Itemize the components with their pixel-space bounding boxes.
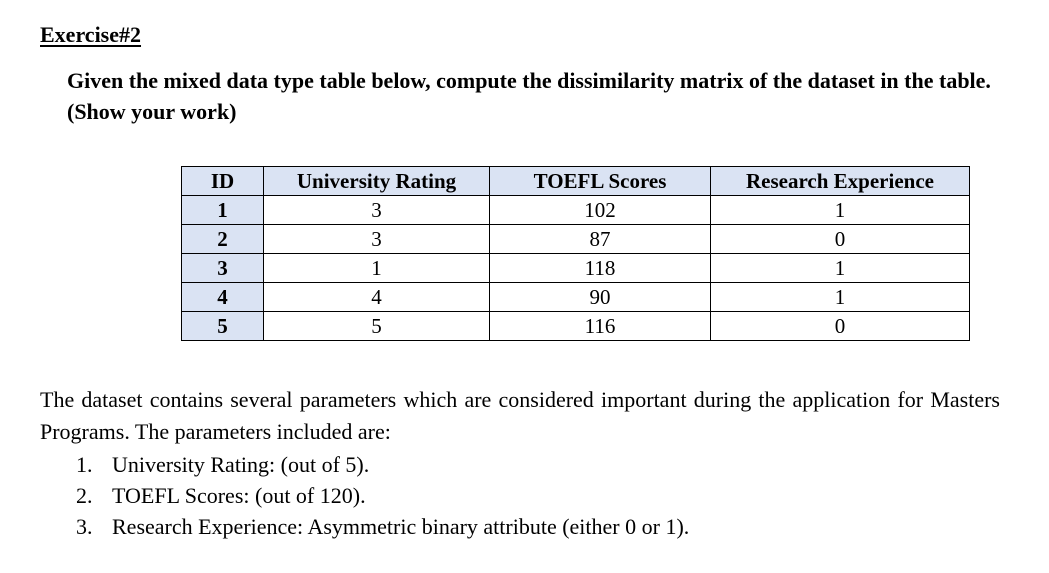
table-header-row [182,167,970,196]
table-row [182,283,970,312]
toefl-score-cell: 102 [490,196,711,225]
university-rating-cell: 3 [264,196,490,225]
list-item [76,511,689,542]
row-id-cell: 3 [182,254,264,283]
parameter-list [76,449,689,542]
research-experience-cell: 1 [711,254,970,283]
table-row [182,254,970,283]
university-rating-cell: 1 [264,254,490,283]
research-experience-cell: 0 [711,312,970,341]
university-rating-cell: 5 [264,312,490,341]
toefl-score-cell: 118 [490,254,711,283]
university-rating-cell: 4 [264,283,490,312]
data-table [181,166,970,341]
toefl-score-cell: 116 [490,312,711,341]
list-item [76,449,689,480]
table-row [182,225,970,254]
list-item-text: Research Experience: Asymmetric binary attribute (either 0 or 1). [112,514,690,539]
list-item-text: University Rating: (out of 5). [112,452,370,477]
description-paragraph: The dataset contains several parameters which are considered important during the application for Masters Programs. The parameters included are: [40,387,1000,444]
list-item [76,480,689,511]
list-item-number: 2. [76,483,93,508]
university-rating-cell: 3 [264,225,490,254]
toefl-score-cell: 87 [490,225,711,254]
header-research-experience: Research Experience [711,167,970,196]
list-item-number: 1. [76,452,93,477]
research-experience-cell: 1 [711,283,970,312]
exercise-heading: Exercise#2 [40,22,142,47]
list-item-number: 3. [76,514,93,539]
row-id-cell: 2 [182,225,264,254]
research-experience-cell: 0 [711,225,970,254]
row-id-cell: 5 [182,312,264,341]
header-id: ID [182,167,264,196]
list-item-text: TOEFL Scores: (out of 120). [112,483,366,508]
header-university-rating: University Rating [264,167,490,196]
research-experience-cell: 1 [711,196,970,225]
row-id-cell: 4 [182,283,264,312]
row-id-cell: 1 [182,196,264,225]
question-text: Given the mixed data type table below, compute the dissimilarity matrix of the dataset in the table. (Show your work) [67,68,991,124]
toefl-score-cell: 90 [490,283,711,312]
header-toefl-scores: TOEFL Scores [490,167,711,196]
table-row [182,196,970,225]
table-row [182,312,970,341]
